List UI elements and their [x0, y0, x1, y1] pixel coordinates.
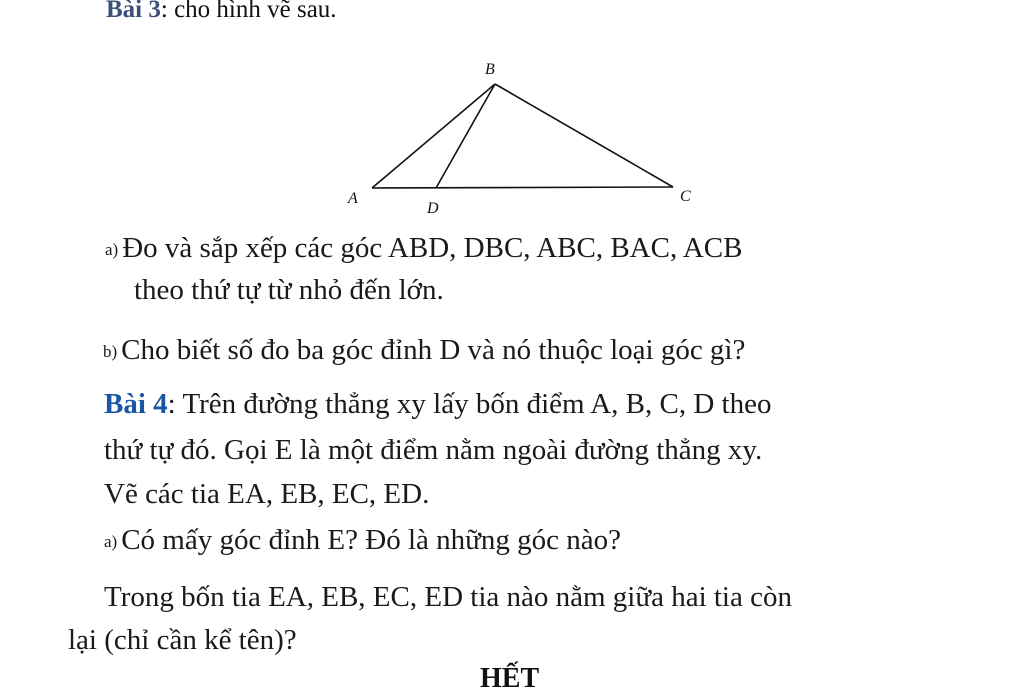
bai3-a-line1: [105, 228, 743, 272]
bai3-a-text1: Đo và sắp xếp các góc ABD, DBC, ABC, BAC, ACB: [122, 232, 743, 264]
bai4-b-line2: lại (chỉ cần kể tên)?: [68, 624, 297, 656]
point-label-d: D: [427, 200, 439, 217]
bai4-a-line: [104, 520, 621, 564]
bai3-label: Bài 3: [106, 0, 161, 23]
point-label-b: B: [485, 61, 495, 78]
bai3-b-text: Cho biết số đo ba góc đỉnh D và nó thuộc loại góc gì?: [121, 334, 746, 366]
segment-bd: [436, 84, 495, 188]
point-label-a: A: [348, 190, 358, 207]
segment-bc: [495, 84, 673, 187]
bai4-b-line1: Trong bốn tia EA, EB, EC, ED tia nào nằm giữa hai tia còn: [104, 581, 792, 613]
bai4-line3: Vẽ các tia EA, EB, EC, ED.: [104, 478, 430, 510]
bai4-a-marker: a): [104, 532, 118, 551]
segment-ab: [372, 84, 495, 188]
bai3-b-marker: b): [103, 342, 118, 361]
bai4-label: Bài 4: [104, 388, 168, 420]
bai4-line2: thứ tự đó. Gọi E là một điểm nằm ngoài đường thẳng xy.: [104, 434, 763, 466]
bai3-b-line: [103, 330, 745, 374]
bai4-line1: [104, 384, 771, 424]
bai4-text1: : Trên đường thẳng xy lấy bốn điểm A, B, C, D theo: [167, 388, 772, 420]
bai3-a-line2: theo thứ tự từ nhỏ đến lớn.: [134, 274, 444, 306]
bai3-a-marker: a): [105, 240, 119, 259]
segment-ac: [372, 187, 673, 188]
point-label-c: C: [680, 188, 691, 205]
bai3-heading: [106, 0, 337, 26]
bai3-text: : cho hình vẽ sau.: [160, 0, 337, 23]
triangle-figure: [330, 50, 700, 220]
het-footer: HẾT: [480, 663, 540, 694]
bai4-a-text: Có mấy góc đỉnh E? Đó là những góc nào?: [121, 524, 621, 556]
